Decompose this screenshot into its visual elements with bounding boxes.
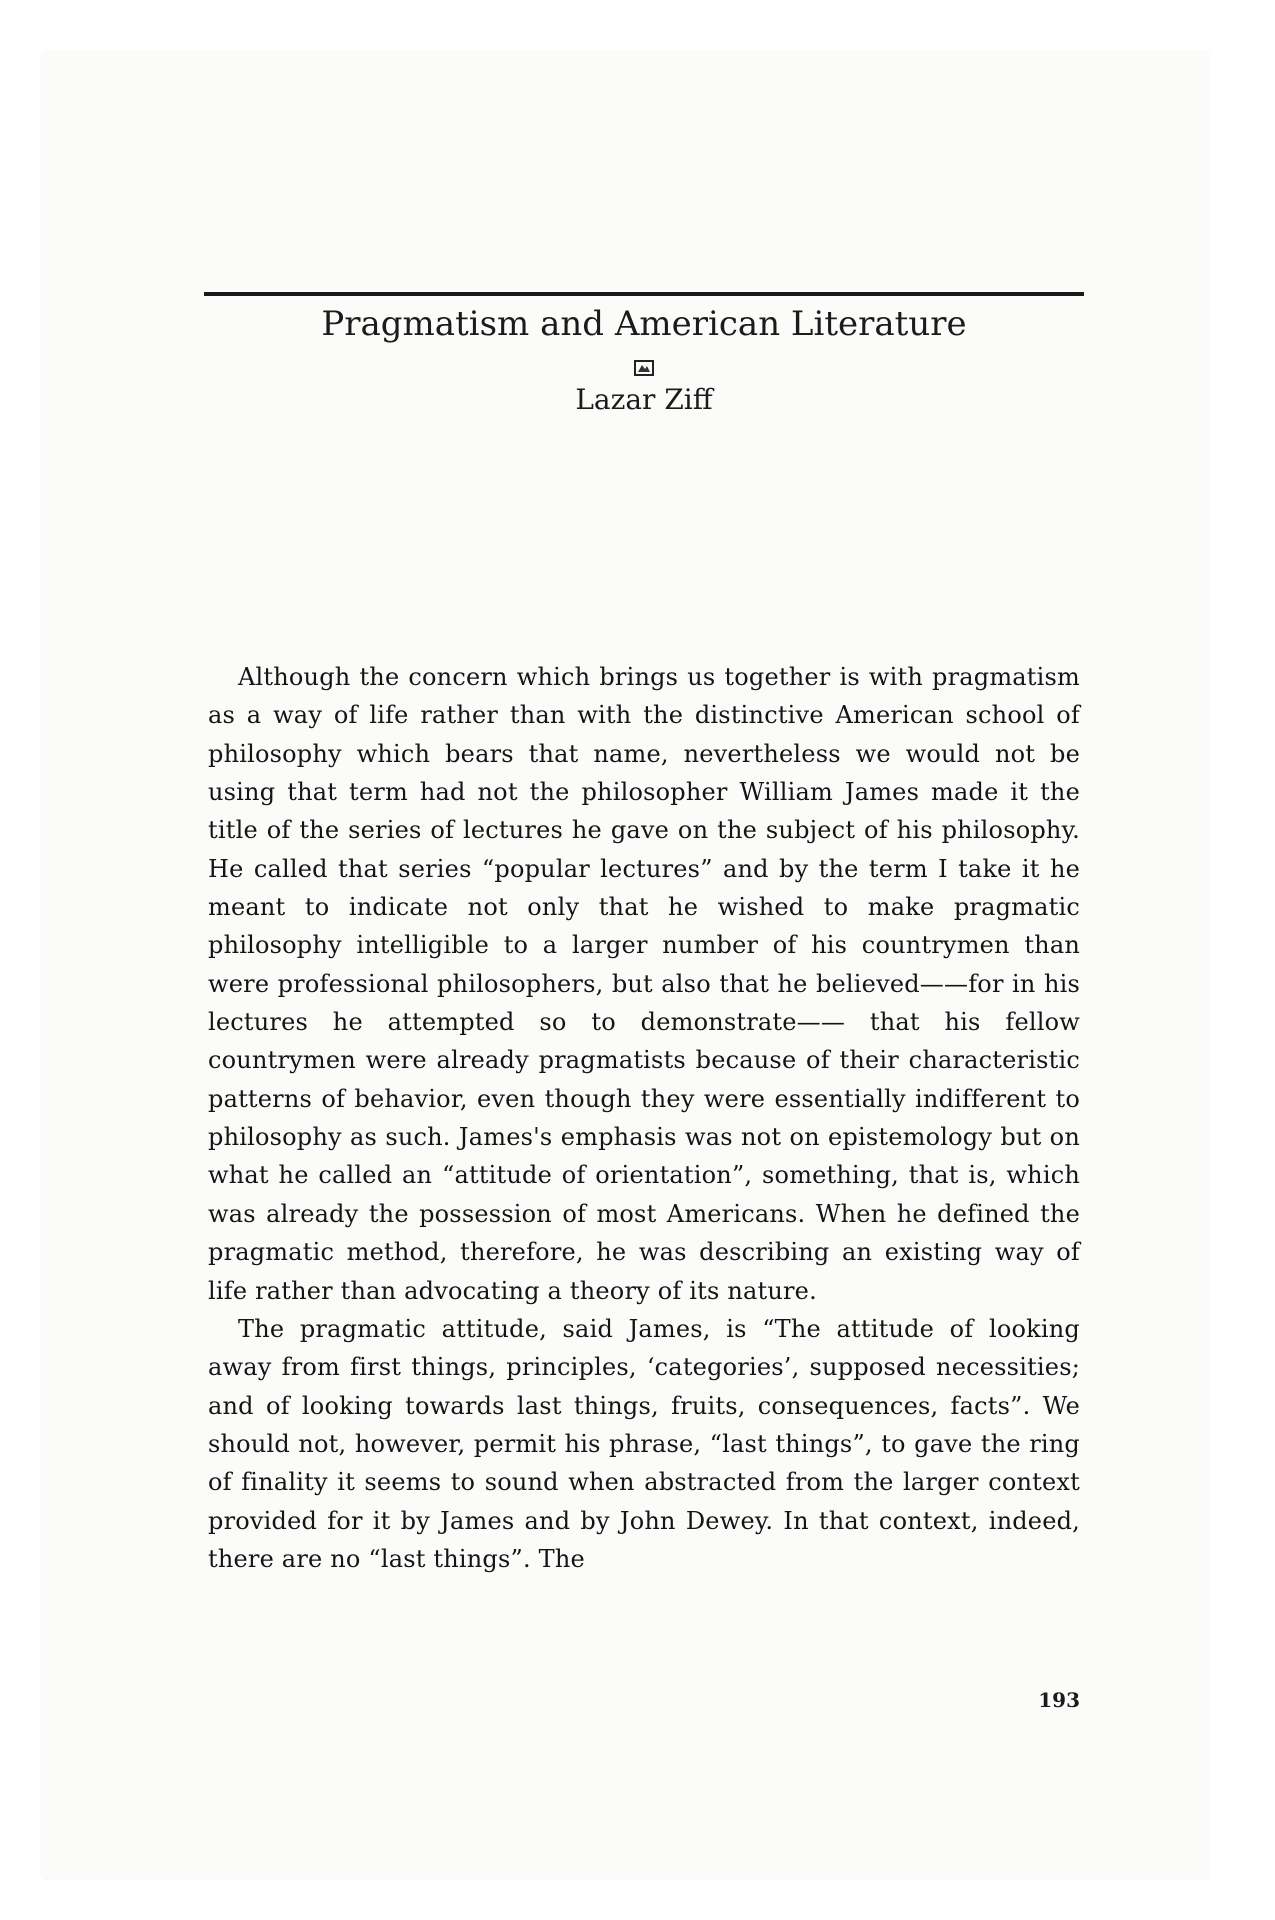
header-rule	[204, 292, 1084, 296]
article-author: Lazar Ziff	[575, 383, 713, 416]
paragraph-1: Although the concern which brings us together is with pragmatism as a way of life rather than with the distinctive American school of philosophy which bears that name, nevertheless we would not be using that term had not the philosopher William James made it the title of the series of lectures he gave on the subject of his philosophy. He called that series “popular lectures” and by the term I take it he meant to indicate not only that he wished to make pragmatic philosophy intelligible to a larger number of his countrymen than were professional philosophers, but also that he believed——for in his lectures he attempted so to demonstrate—— that his fellow countrymen were already pragmatists because of their characteristic patterns of behavior, even though they were essentially indifferent to philosophy as such. James's emphasis was not on epistemology but on what he called an “attitude of orientation”, something, that is, which was already the possession of most Americans. When he defined the pragmatic method, therefore, he was describing an existing way of life rather than advocating a theory of its nature.	[208, 663, 1080, 1305]
body-text	[208, 658, 1080, 1578]
ornament-icon	[634, 360, 654, 376]
page-number: 193	[1038, 1688, 1080, 1712]
paragraph-2: The pragmatic attitude, said James, is “The attitude of looking away from first things, principles, ‘categories’, supposed necessities; and of looking towards last things, fruits, consequences, facts”. We should not, however, permit his phrase, “last things”, to gave the ring of finality it seems to sound when abstracted from the larger context provided for it by James and by John Dewey. In that context, indeed, there are no “last things”. The	[208, 1314, 1080, 1573]
article-title: Pragmatism and American Literature	[321, 304, 967, 344]
